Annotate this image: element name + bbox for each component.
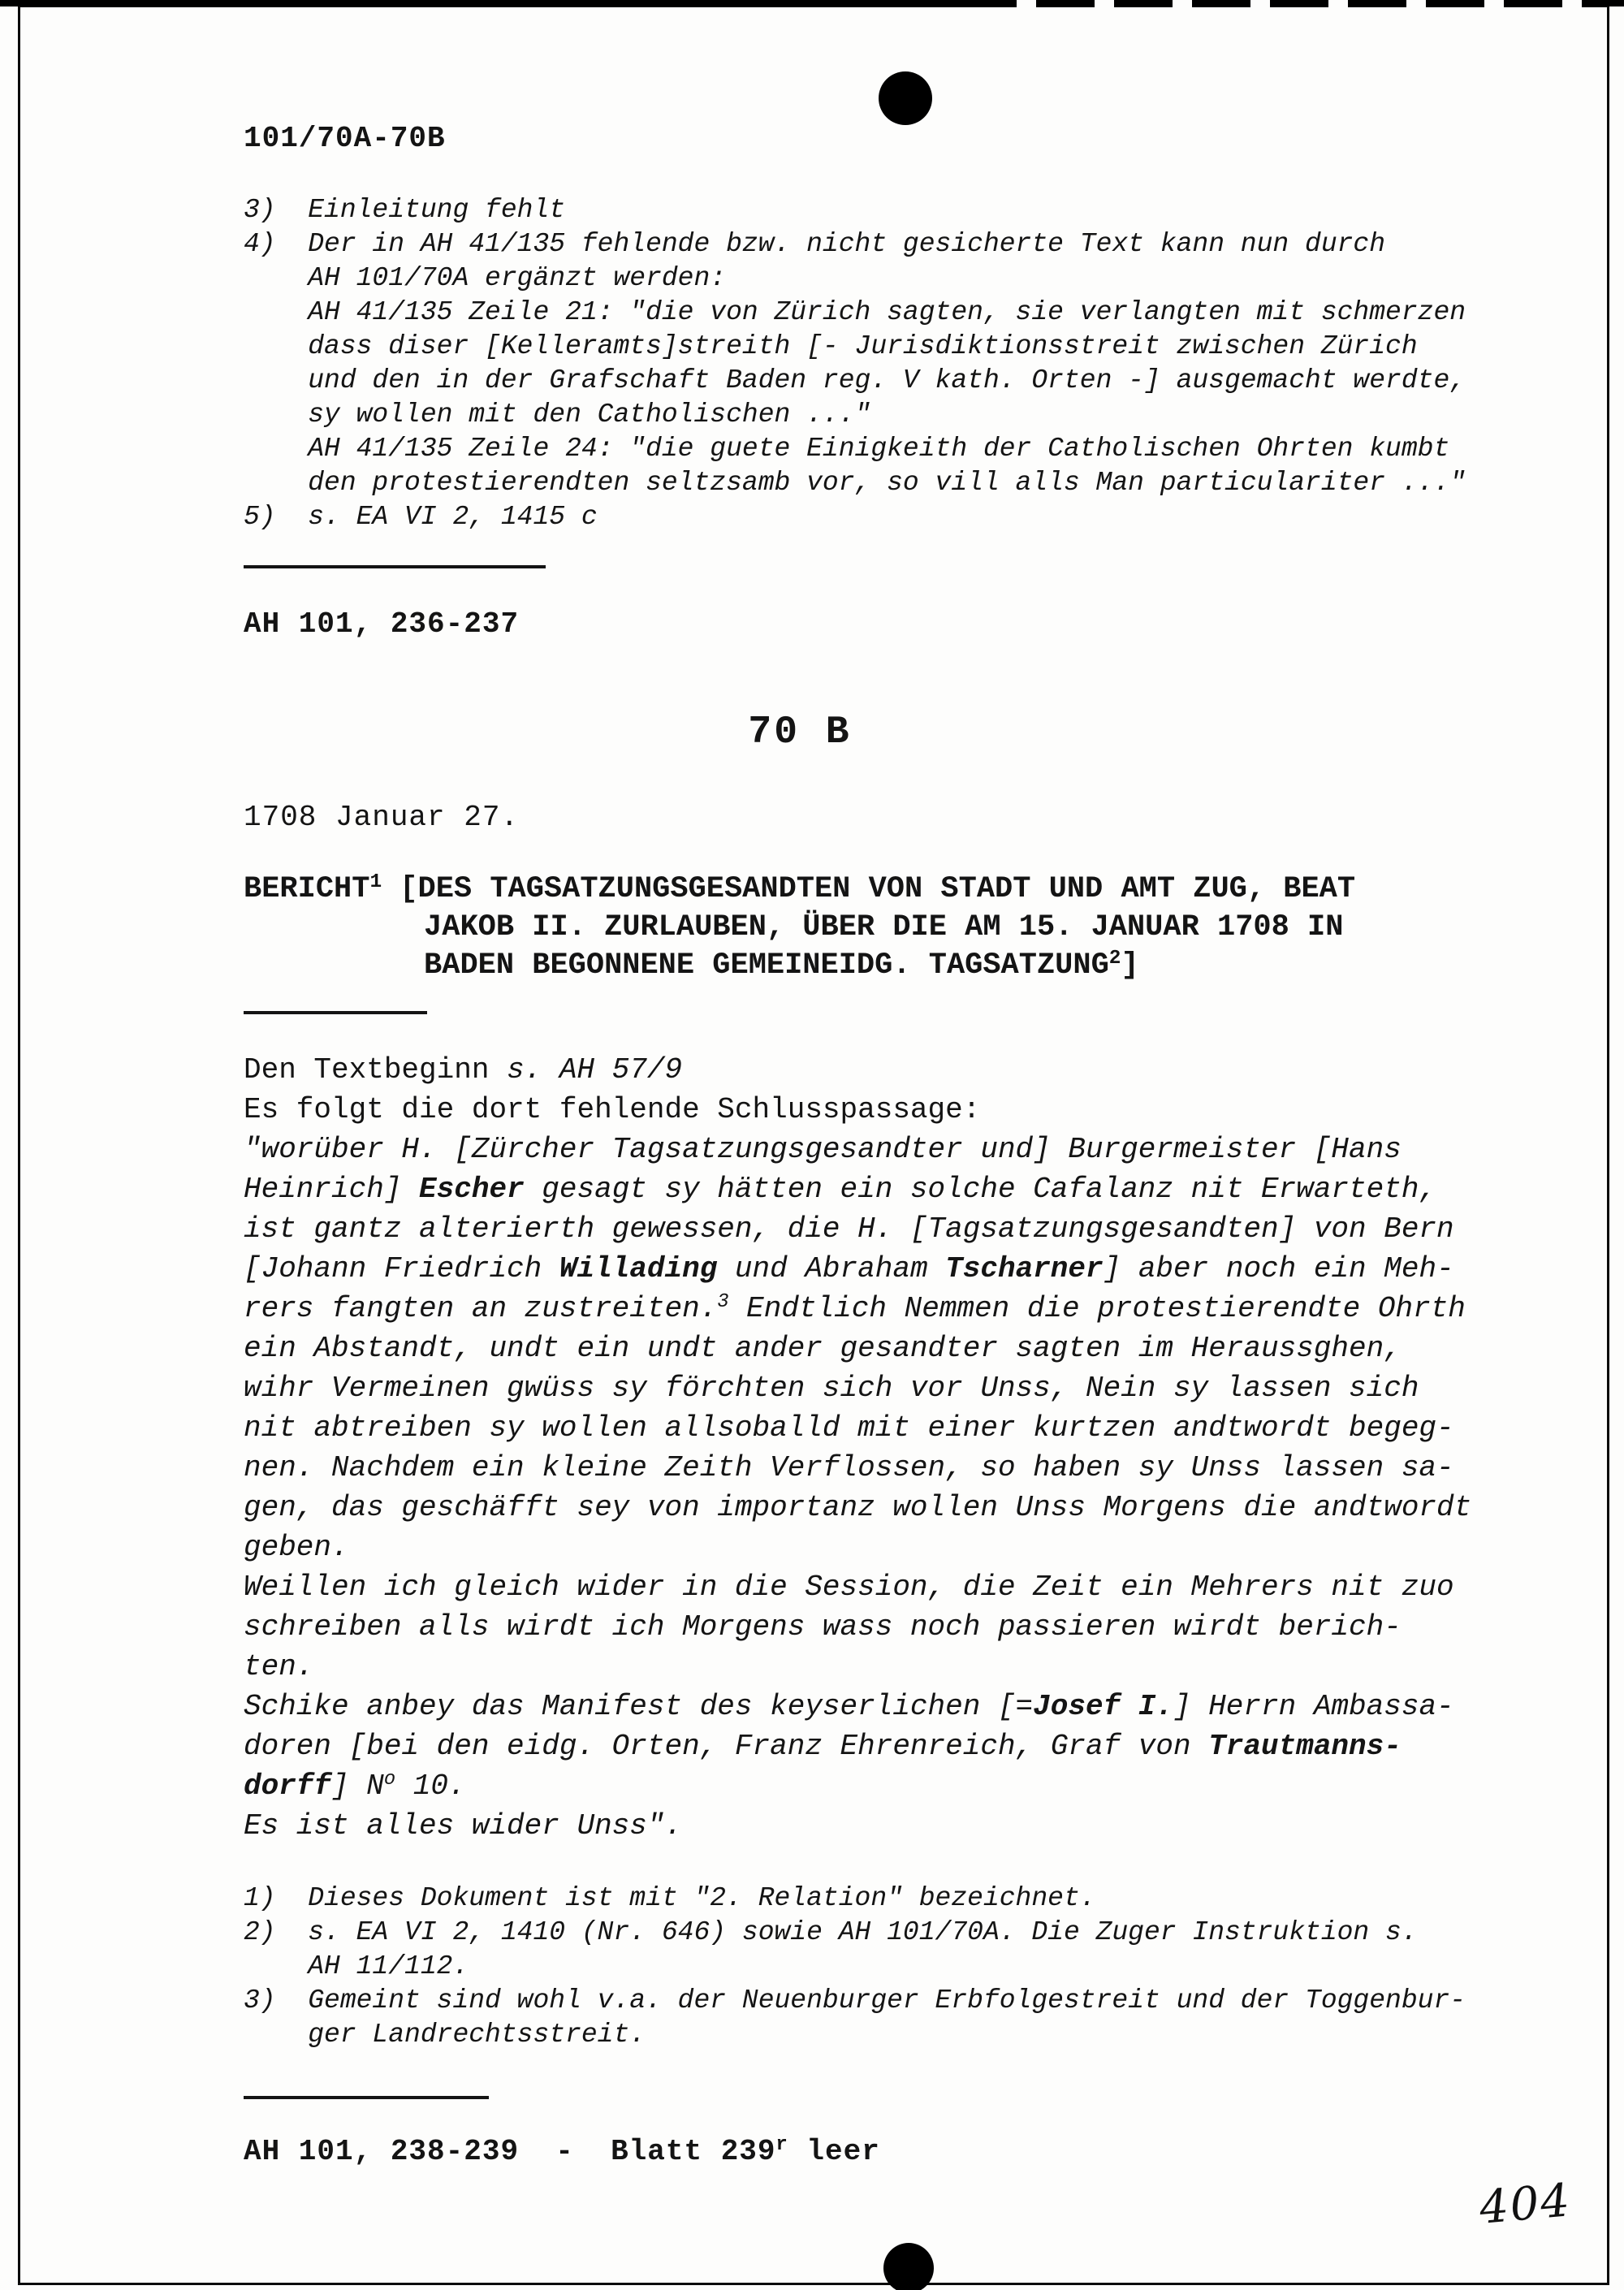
text-segment: und Abraham xyxy=(717,1252,946,1285)
text-line xyxy=(244,296,1543,330)
text-segment: Willading xyxy=(559,1252,718,1285)
text-line xyxy=(244,1607,1543,1647)
text-segment: r xyxy=(775,2134,788,2157)
text-segment: ten. xyxy=(244,1650,314,1683)
top-notes xyxy=(244,193,1543,534)
text-segment: dass diser [Kelleramts]streith [- Jurisdiktionsstreit zwischen Zürich xyxy=(244,331,1418,361)
text-segment: o xyxy=(383,1769,396,1791)
scan-edge-dashes xyxy=(958,0,1624,10)
text-line xyxy=(244,1916,1543,1950)
text-segment: Schike anbey das Manifest des keyserlichen [= xyxy=(244,1690,1034,1723)
bericht-title xyxy=(244,871,1543,985)
text-segment: 101/70A-70B xyxy=(244,122,446,155)
text-segment: AH 41/135 Zeile 24: "die guete Einigkeith der Catholischen Ohrten kumbt xyxy=(244,434,1450,464)
text-segment: doren [bei den eidg. Orten, Franz Ehrenreich, Graf von xyxy=(244,1730,1209,1763)
handwritten-page-number: 404 xyxy=(1477,2174,1574,2235)
text-segment: Trautmanns- xyxy=(1208,1730,1402,1763)
text-line xyxy=(244,227,1543,261)
registration-dot-bottom-icon xyxy=(883,2243,934,2290)
text-segment: rers fangten an zustreiten. xyxy=(244,1292,718,1325)
text-segment: 4) Der in AH 41/135 fehlende bzw. nicht gesicherte Text kann nun durch xyxy=(244,229,1386,259)
text-line xyxy=(244,1050,1543,1090)
text-segment: AH 101, 236-237 xyxy=(244,607,520,641)
text-segment: 1) Dieses Dokument ist mit "2. Relation" bezeichnet. xyxy=(244,1883,1096,1913)
text-line xyxy=(244,1984,1543,2018)
body-text xyxy=(244,1050,1543,1846)
text-segment: 10. xyxy=(395,1769,466,1803)
text-segment: AH 41/135 Zeile 21: "die von Zürich sagten, sie verlangten mit schmerzen xyxy=(244,297,1466,327)
text-segment: gesagt sy hätten ein solche Cafalanz nit Erwarteth, xyxy=(524,1173,1437,1206)
text-segment: ger Landrechtsstreit. xyxy=(244,2020,646,2050)
text-segment: JAKOB II. ZURLAUBEN, ÜBER DIE AM 15. JANUAR 1708 IN xyxy=(244,910,1344,944)
text-line xyxy=(244,1448,1543,1488)
text-line xyxy=(244,1950,1543,1984)
date-line xyxy=(244,799,1543,836)
text-segment: 70 B xyxy=(748,711,852,754)
text-segment: Es folgt die dort fehlende Schlusspassage: xyxy=(244,1093,981,1126)
text-segment: Tscharner xyxy=(945,1252,1104,1285)
text-segment: BADEN BEGONNENE GEMEINEIDG. TAGSATZUNG xyxy=(244,948,1109,983)
section-heading xyxy=(244,710,1543,755)
text-segment: Es ist alles wider Unss". xyxy=(244,1809,683,1843)
rule-1 xyxy=(244,565,546,568)
text-segment: ] Herrn Ambassa- xyxy=(1173,1690,1454,1723)
text-segment: ist gantz alterierth gewessen, die H. [Tagsatzungsgesandten] von Bern xyxy=(244,1212,1454,1246)
text-line xyxy=(244,1408,1543,1448)
rule-2 xyxy=(244,1011,427,1014)
text-segment: nit abtreiben sy wollen allsoballd mit einer kurtzen andtwordt begeg- xyxy=(244,1411,1454,1445)
text-segment: 2 xyxy=(1108,947,1121,970)
text-line xyxy=(244,1647,1543,1687)
text-segment: 3) Einleitung fehlt xyxy=(244,195,566,225)
archive-ref-1 xyxy=(244,606,1543,643)
text-segment: Heinrich] xyxy=(244,1173,420,1206)
text-segment: 1 xyxy=(369,871,382,893)
footnotes xyxy=(244,1882,1543,2052)
text-line xyxy=(244,1726,1543,1766)
text-segment: gen, das geschäfft sey von importanz wollen Unss Morgens die andtwordt xyxy=(244,1491,1472,1524)
text-segment: 2) s. EA VI 2, 1410 (Nr. 646) sowie AH 101/70A. Die Zuger Instruktion s. xyxy=(244,1917,1418,1947)
text-line xyxy=(244,432,1543,466)
text-line xyxy=(244,1209,1543,1249)
text-line xyxy=(244,1766,1543,1806)
text-line xyxy=(244,1806,1543,1846)
text-segment: Josef I. xyxy=(1033,1690,1173,1723)
text-line xyxy=(244,1169,1543,1209)
text-segment: 3 xyxy=(717,1291,729,1314)
text-line xyxy=(244,1130,1543,1169)
doc-ref xyxy=(244,120,1543,158)
text-segment: AH 11/112. xyxy=(244,1951,469,1981)
text-segment: ein Abstandt, undt ein undt ander gesandter sagten im Heraussghen, xyxy=(244,1332,1402,1365)
text-line xyxy=(244,466,1543,500)
text-segment: 1708 Januar 27. xyxy=(244,801,520,834)
text-line xyxy=(244,606,1543,643)
text-line xyxy=(244,261,1543,296)
text-line xyxy=(244,710,1356,755)
text-segment: geben. xyxy=(244,1531,349,1564)
text-segment: [Johann Friedrich xyxy=(244,1252,559,1285)
text-segment: ] xyxy=(1121,948,1139,983)
text-line xyxy=(244,1289,1543,1329)
text-line xyxy=(244,398,1543,432)
document-body xyxy=(244,120,1543,2171)
text-segment: und den in der Grafschaft Baden reg. V kath. Orten -] ausgemacht werdte, xyxy=(244,365,1466,395)
text-line xyxy=(244,1090,1543,1130)
text-segment: ] N xyxy=(331,1769,384,1803)
text-segment: 5) s. EA VI 2, 1415 c xyxy=(244,502,598,532)
text-line xyxy=(244,871,1543,909)
text-segment: leer xyxy=(788,2135,880,2168)
text-segment: BERICHT xyxy=(244,872,370,906)
text-line xyxy=(244,364,1543,398)
text-line xyxy=(244,1368,1543,1408)
rule-3 xyxy=(244,2096,489,2099)
text-line xyxy=(244,1567,1543,1607)
text-segment: [DES TAGSATZUNGSGESANDTEN VON STADT UND AMT ZUG, BEAT xyxy=(382,872,1356,906)
text-segment: Weillen ich gleich wider in die Session, die Zeit ein Mehrers nit zuo xyxy=(244,1571,1454,1604)
text-segment: Endtlich Nemmen die protestierendte Ohrth xyxy=(728,1292,1466,1325)
text-segment: wihr Vermeinen gwüss sy förchten sich vor Unss, Nein sy lassen sich xyxy=(244,1372,1419,1405)
text-line xyxy=(244,330,1543,364)
text-segment: Den Textbeginn xyxy=(244,1053,508,1087)
text-segment: Escher xyxy=(419,1173,525,1206)
text-line xyxy=(244,2018,1543,2052)
text-segment: "worüber H. [Zürcher Tagsatzungsgesandter und] Burgermeister [Hans xyxy=(244,1133,1402,1166)
text-line xyxy=(244,120,1543,158)
text-segment: AH 101, 238-239 - Blatt 239 xyxy=(244,2135,776,2168)
text-segment: den protestierendten seltzsamb vor, so vill alls Man particulariter ..." xyxy=(244,468,1466,498)
text-line xyxy=(244,1882,1543,1916)
text-segment: nen. Nachdem ein kleine Zeith Verflossen, so haben sy Unss lassen sa- xyxy=(244,1451,1454,1484)
text-segment: AH 101/70A ergänzt werden: xyxy=(244,263,727,293)
text-line xyxy=(244,947,1543,985)
text-line xyxy=(244,799,1543,836)
registration-dot-top-icon xyxy=(879,71,932,125)
text-line xyxy=(244,2133,1543,2171)
text-line xyxy=(244,500,1543,534)
text-line xyxy=(244,1488,1543,1527)
text-segment: sy wollen mit den Catholischen ..." xyxy=(244,400,871,430)
text-line xyxy=(244,909,1543,947)
text-line xyxy=(244,1249,1543,1289)
text-line xyxy=(244,1687,1543,1726)
text-segment: 3) Gemeint sind wohl v.a. der Neuenburger Erbfolgestreit und der Toggenbur- xyxy=(244,1985,1466,2016)
text-line xyxy=(244,1527,1543,1567)
text-segment: ] aber noch ein Meh- xyxy=(1103,1252,1454,1285)
text-segment: schreiben alls wirdt ich Morgens wass noch passieren wirdt berich- xyxy=(244,1610,1402,1644)
text-line xyxy=(244,193,1543,227)
text-segment: dorff xyxy=(244,1769,332,1803)
text-segment: s. AH 57/9 xyxy=(507,1053,683,1087)
colophon xyxy=(244,2133,1543,2171)
text-line xyxy=(244,1329,1543,1368)
